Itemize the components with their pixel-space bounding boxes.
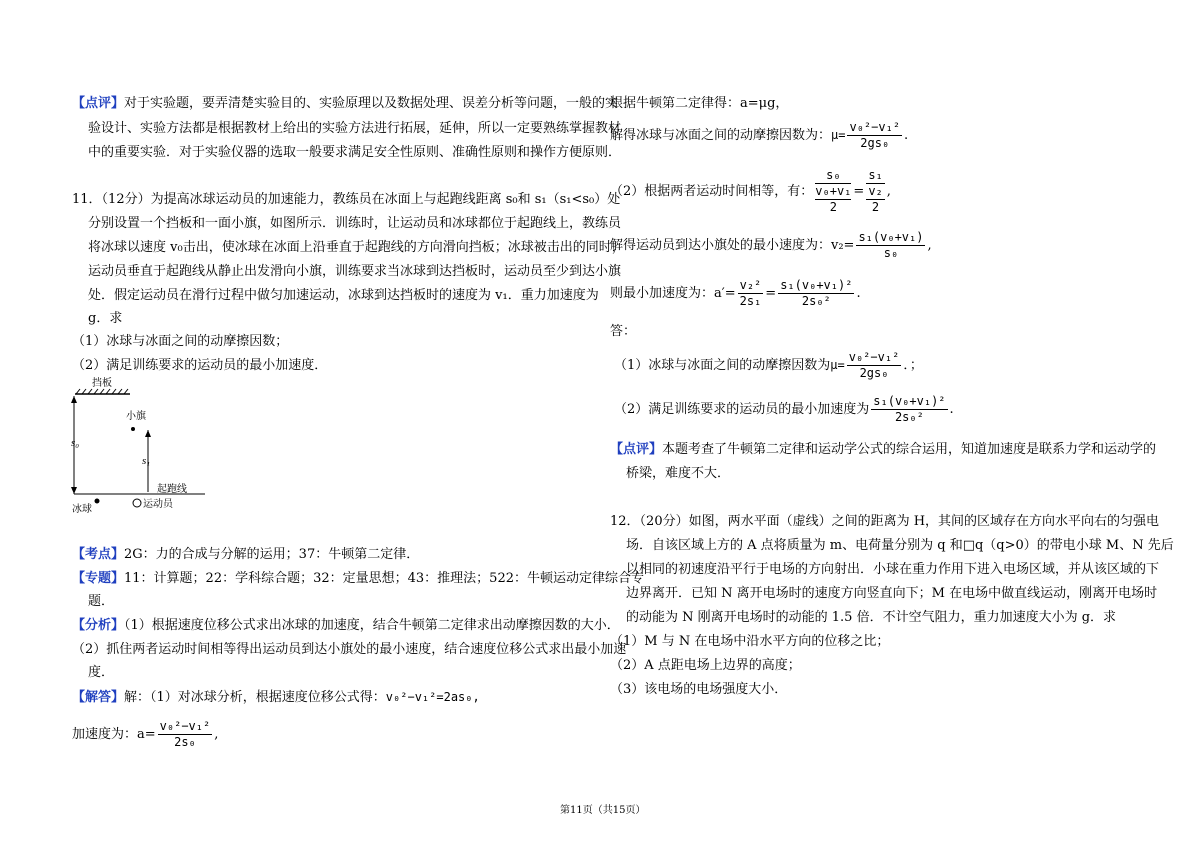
kaodian-tag: 【考点】 xyxy=(72,547,125,562)
q11-line-3: 将冰球以速度 v₀击出，使冰球在冰面上沿垂直于起跑线的方向滑向挡板；冰球被击出的同时， xyxy=(88,240,625,255)
dianping2-tag: 【点评】 xyxy=(610,442,663,457)
q11-sub-1: （1）冰球与冰面之间的动摩擦因数； xyxy=(72,334,289,349)
zhuanti-tag: 【专题】 xyxy=(72,571,125,586)
r-line-6: （1）冰球与冰面之间的动摩擦因数为μ= $\frac{\text{v₀²−v₁²}}{\text{2gs₀}}$ ．； xyxy=(614,350,923,380)
r-line-2: 解得冰球与冰面之间的动摩擦因数为：μ= $\frac{\text{v₀²−v₁²}}{\text{2gs₀}}$ . xyxy=(610,120,909,150)
time-fraction-right: s₁ v₂ 2 xyxy=(868,168,883,214)
dianping2-line-2: 桥梁，难度不大． xyxy=(626,466,731,481)
q11-figure xyxy=(70,374,210,514)
label-start-line: 起跑线 xyxy=(157,484,187,495)
fenxi-line-1: 【分析】（1）根据速度位移公式求出冰球的加速度，结合牛顿第二定律求出动摩擦因数的大小． xyxy=(72,618,620,633)
q12-line-1: 12．（20分）如图，两水平面（虚线）之间的距离为 H，其间的区域存在方向水平向右的匀强电 xyxy=(610,514,1160,529)
q12-line-2: 场．自该区域上方的 A 点将质量为 m、电荷量分别为 q 和□q（q>0）的带电小球 M、N 先后 xyxy=(626,538,1174,553)
zhuanti-line-2: 题． xyxy=(88,594,115,609)
dianping-tag: 【点评】 xyxy=(72,96,125,111)
dianping-line-2: 验设计、实验方法都是根据教材上给出的实验方法进行拓展，延伸，所以一定要熟练掌握教材 xyxy=(88,121,622,136)
r-line-5: 则最小加速度为：a′= $\frac{\text{v₂²}}{\text{2s₁}}$ = $\frac{\text{s₁(v₀+v₁)²}}{\text{2s₀²}}$ . xyxy=(610,278,861,308)
r-line-7: （2）满足训练要求的运动员的最小加速度为 $\frac{\text{s₁(v₀+v₁)²}}{\text{2s₀²}}$ . xyxy=(614,394,954,424)
fenxi-line-2: （2）抓住两者运动时间相等得出运动员到达小旗处的最小速度，结合速度位移公式求出最小加速 xyxy=(72,642,627,657)
fenxi-line-3: 度． xyxy=(88,665,115,680)
time-fraction-left: s₀ v₀+v₁ 2 xyxy=(815,168,852,214)
jieda-line: 【解答】解：（1）对冰球分析，根据速度位移公式得：v₀²−v₁²=2as₀, xyxy=(72,690,480,705)
label-athlete: 运动员 xyxy=(143,499,173,510)
page-footer: 第11页（共15页） xyxy=(560,805,646,816)
q11-line-6: g．求 xyxy=(88,311,123,326)
q12-line-3: 以相同的初速度沿平行于电场的方向射出．小球在重力作用下进入电场区域，并从该区域的下 xyxy=(626,562,1160,577)
accel-fraction: $\frac{\text{v₀²−v₁²}}{\text{2s₀}}$ xyxy=(159,719,211,749)
q11-sub-2: （2）满足训练要求的运动员的最小加速度． xyxy=(72,358,328,373)
q12-sub-1: （1）M 与 N 在电场中沿水平方向的位移之比； xyxy=(610,634,890,649)
q12-line-5: 的动能为 N 刚离开电场时的动能的 1.5 倍．不计空气阻力，重力加速度大小为 g．求 xyxy=(626,610,1117,625)
min-accel-fraction-1: $\frac{\text{v₂²}}{\text{2s₁}}$ xyxy=(739,278,762,308)
label-puck: 冰球 xyxy=(72,504,92,514)
label-s0: s₀ xyxy=(71,437,80,449)
r-line-1: 根据牛顿第二定律得：a=μg， xyxy=(610,96,789,111)
q11-diagram xyxy=(70,374,210,514)
r-line-3: （2）根据两者运动时间相等，有： s₀ v₀+v₁ 2 = s₁ v₂ 2 , xyxy=(610,168,891,214)
answer-label: 答： xyxy=(610,324,637,339)
dianping-line-1: 【点评】对于实验题，要弄清楚实验目的、实验原理以及数据处理、误差分析等问题，一般的实 xyxy=(72,96,619,111)
zhuanti-line-1: 【专题】11：计算题；22：学科综合题；32：定量思想；43：推理法；522：牛顿运动定律综合专 xyxy=(72,571,644,586)
answer-accel-fraction: $\frac{\text{s₁(v₀+v₁)²}}{\text{2s₀²}}$ xyxy=(873,394,946,424)
jieda-tag: 【解答】 xyxy=(72,690,125,705)
dianping2-line-1: 【点评】本题考查了牛顿第二定律和运动学公式的综合运用，知道加速度是联系力学和运动学的 xyxy=(610,442,1157,457)
q12-line-4: 边界离开．已知 N 离开电场时的速度方向竖直向下；M 在电场中做直线运动，刚离开电场时 xyxy=(626,586,1158,601)
mu-fraction: $\frac{\text{v₀²−v₁²}}{\text{2gs₀}}$ xyxy=(849,120,901,150)
dianping-line-3: 中的重要实验．对于实验仪器的选取一般要求满足安全性原则、准确性原则和操作方便原则． xyxy=(88,145,622,160)
r-line-4: 解得运动员到达小旗处的最小速度为：v₂= $\frac{\text{s₁(v₀+v₁)}}{\text{s₀}}$ , xyxy=(610,230,932,260)
q12-sub-3: （3）该电场的电场强度大小． xyxy=(610,682,788,697)
min-accel-fraction-2: $\frac{\text{s₁(v₀+v₁)²}}{\text{2s₀²}}$ xyxy=(780,278,853,308)
v2-fraction: $\frac{\text{s₁(v₀+v₁)}}{\text{s₀}}$ xyxy=(858,230,924,260)
label-flag: 小旗 xyxy=(126,411,146,422)
label-s1: s₁ xyxy=(142,455,151,467)
kaodian-line: 【考点】2G：力的合成与分解的运用；37：牛顿第二定律． xyxy=(72,547,420,562)
fenxi-tag: 【分析】 xyxy=(72,618,125,633)
label-baffle: 挡板 xyxy=(92,378,112,389)
q11-line-5: 处．假定运动员在滑行过程中做匀加速运动，冰球到达挡板时的速度为 v₁．重力加速度为 xyxy=(88,288,599,303)
jieda-formula: v₀²−v₁²=2as₀, xyxy=(385,690,480,704)
accel-line: 加速度为：a= $\frac{\text{v₀²−v₁²}}{\text{2s₀}}$ , xyxy=(72,719,219,749)
q11-line-2: 分别设置一个挡板和一面小旗，如图所示．训练时，让运动员和冰球都位于起跑线上，教练员 xyxy=(88,216,622,231)
answer-mu-fraction: $\frac{\text{v₀²−v₁²}}{\text{2gs₀}}$ xyxy=(848,350,900,380)
q11-line-4: 运动员垂直于起跑线从静止出发滑向小旗，训练要求当冰球到达挡板时，运动员至少到达小旗 xyxy=(88,264,622,279)
q12-sub-2: （2）A 点距电场上边界的高度； xyxy=(610,658,801,673)
q11-line-1: 11．（12分）为提高冰球运动员的加速能力，教练员在冰面上与起跑线距离 s₀和 s₁（s₁<s₀）处 xyxy=(72,192,621,207)
